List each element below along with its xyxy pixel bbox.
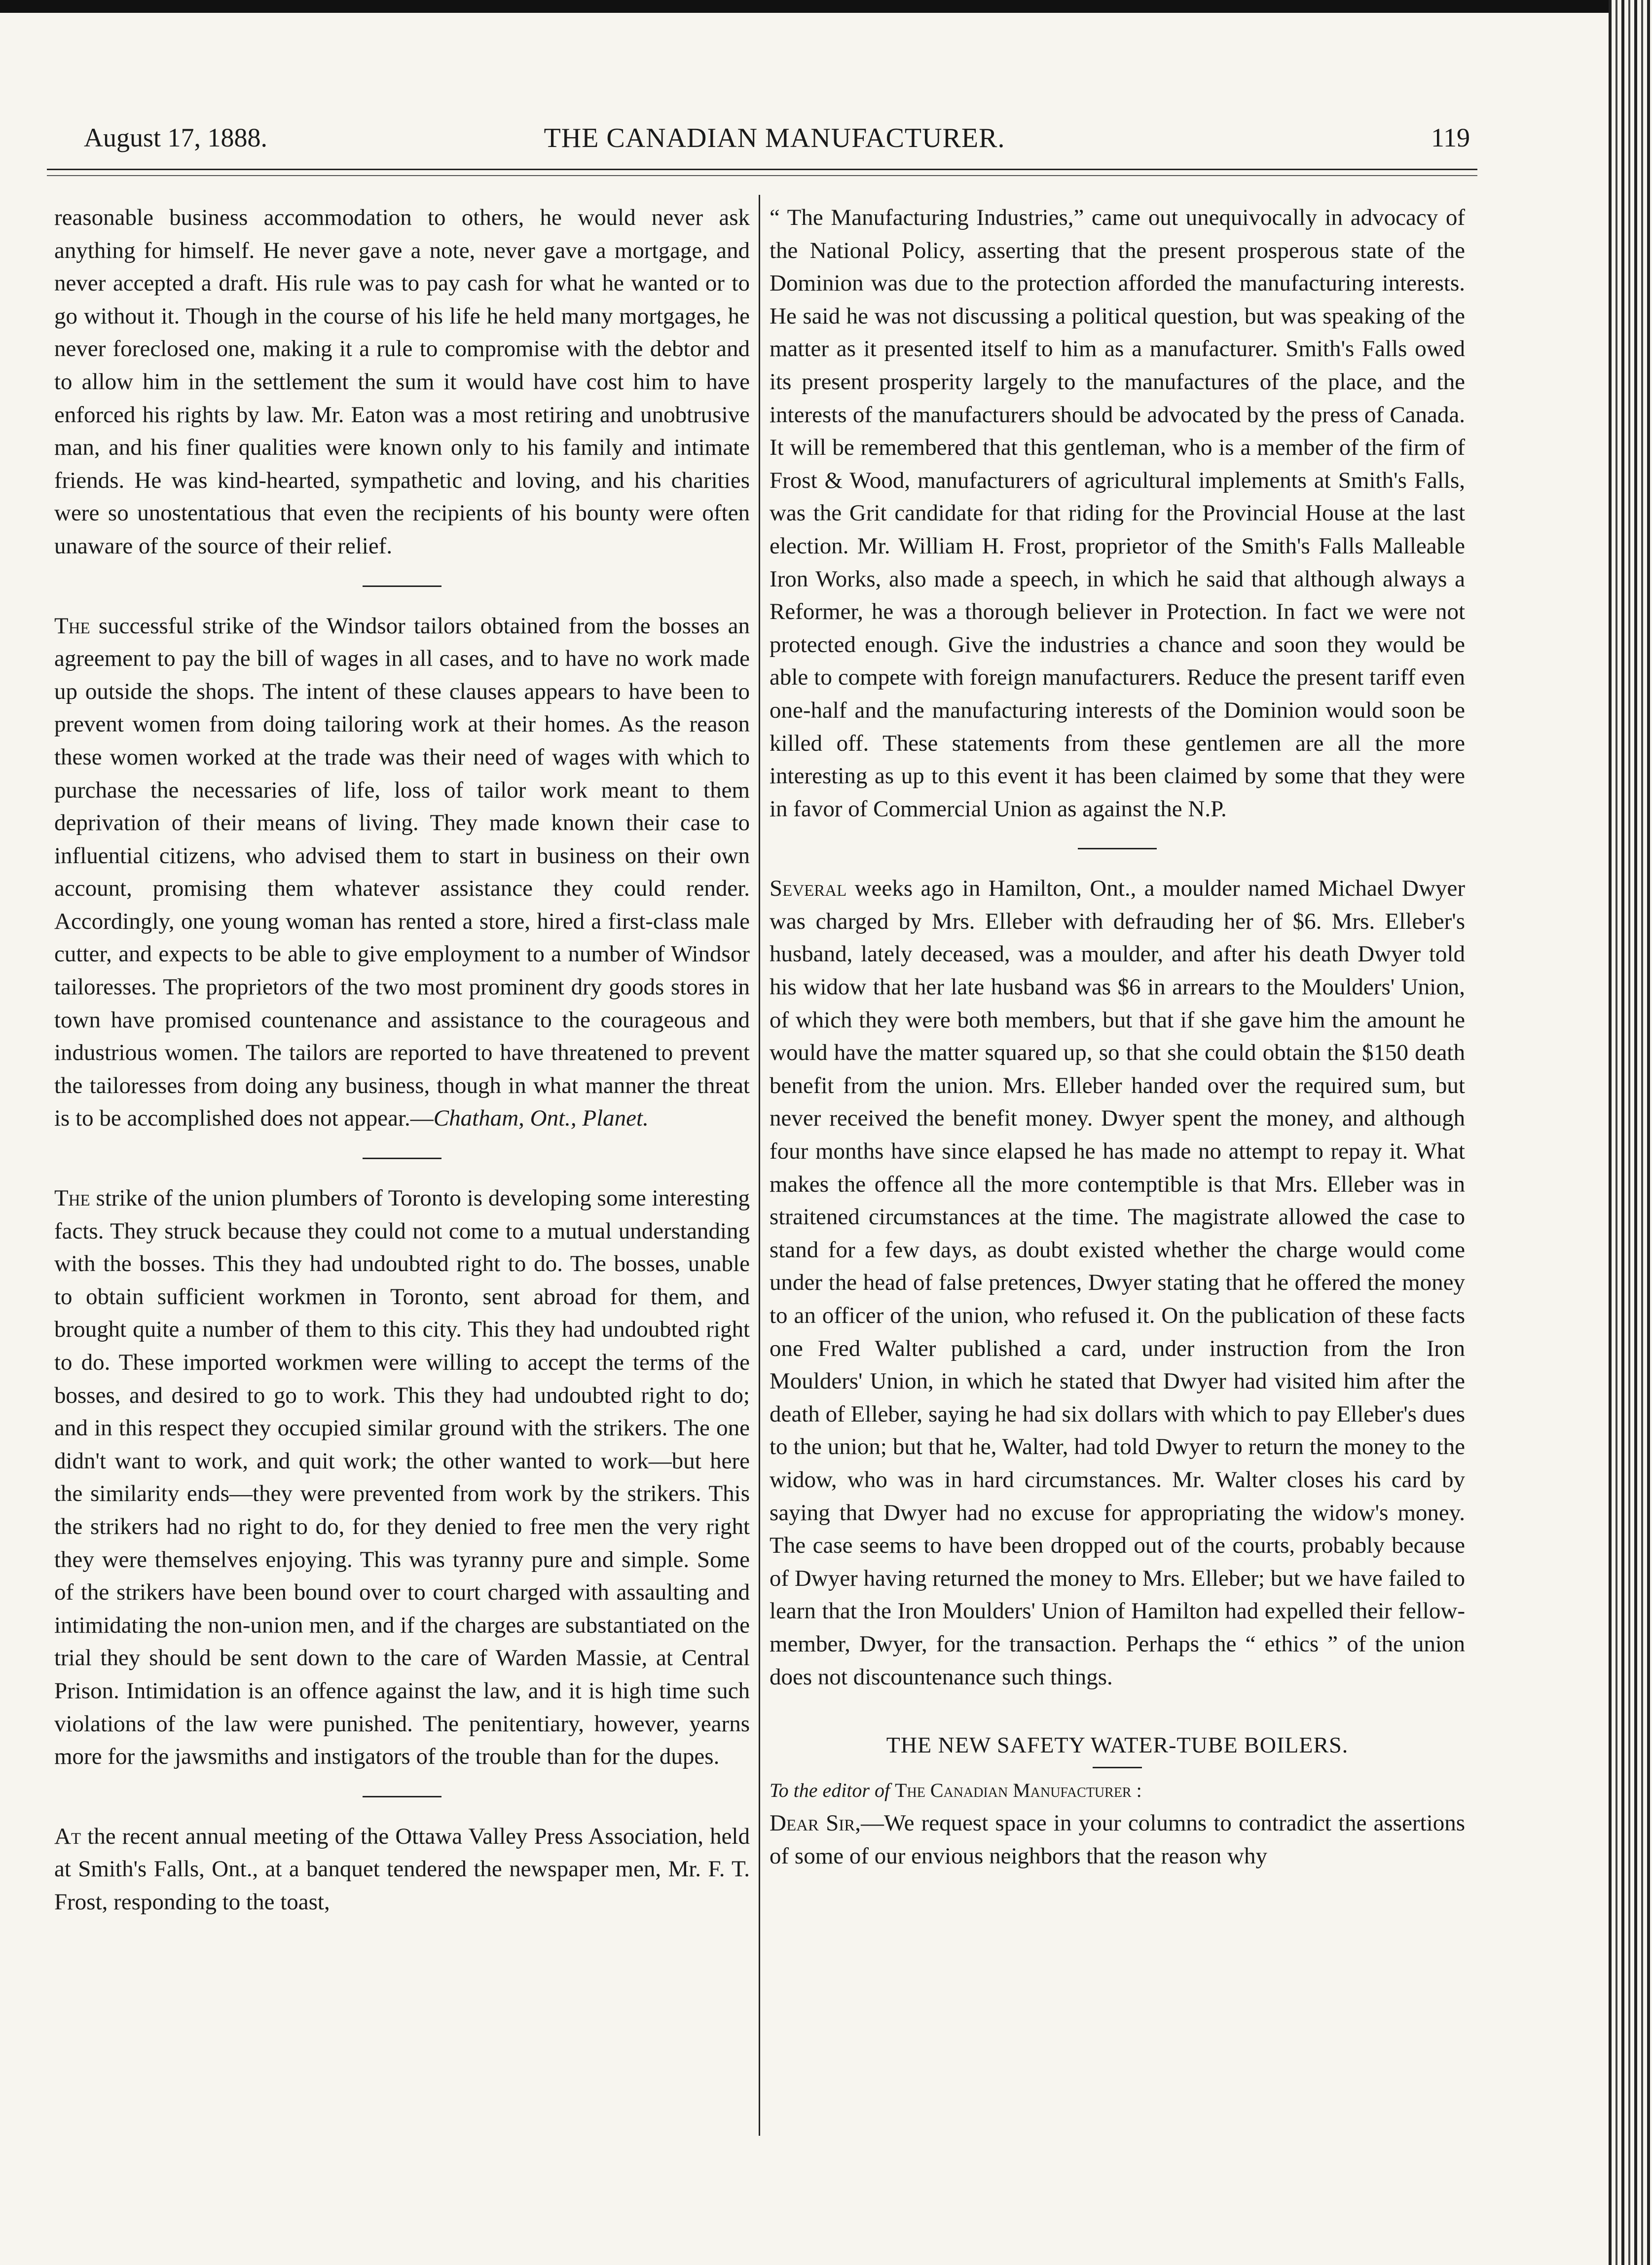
paragraph-text: strike of the union plumbers of Toronto is developing some interesting facts. They struck because they could not come to a mutual understanding with the bosses. This they had undoubted right to do. The bosses, unable to obtain sufficient workmen in Toronto, sent abroad for them, and brought quite a number of them to this city. This they had undoubted right to do. These imported workmen were willing to accept the terms of the bosses, and desired to go to work. This they had undoubted right to do; and in this respect they occupied similar ground with the strikers. The one didn't want to work, and quit work; the other wanted to work—but here the similarity ends—they were prevented from work by the strikers. This the strikers had no right to do, for they denied to free men the very right they were themselves enjoying. This was tyranny pure and simple. Some of the strikers have been bound over to court charged with assaulting and intimidating the non-union men, and if the charges are substantiated on the trial they should be sent down to the care of Warden Massie, at Central Prison. Intimidation is an offence against the law, and it is high time such violations of the law were punished. The penitentiary, however, yearns more for the jawsmiths and instigators of the trouble than for the dupes.	[54, 1185, 750, 1770]
lead-word: Several	[770, 876, 847, 902]
publication-title: THE CANADIAN MANUFACTURER.	[544, 123, 1005, 153]
section-rule	[363, 585, 441, 587]
column-divider	[759, 195, 760, 2136]
windsor-tailors-paragraph	[54, 610, 750, 1135]
lead-word: At	[54, 1823, 81, 1849]
editor-address	[770, 1774, 1465, 1807]
right-column	[770, 201, 1465, 1873]
page-top-border	[0, 0, 1652, 13]
header-rule	[47, 169, 1477, 176]
editor-publication: The Canadian Manufacturer	[895, 1779, 1132, 1801]
binding-edge	[1609, 0, 1652, 2265]
issue-date: August 17, 1888.	[84, 123, 268, 152]
heading-rule	[1093, 1767, 1142, 1768]
frost-speech-paragraph: “ The Manufacturing Industries,” came out unequivocally in advocacy of the National Policy, asserting that the present prosperous state of the Dominion was due to the protection afforded the manufacturing interests. He said he was not discussing a political question, but was speaking of the matter as it presented itself to him as a manufacturer. Smith's Falls owed its present prosperity largely to the manufactures of the place, and the interests of the manufacturers should be advocated by the press of Canada. It will be remembered that this gentleman, who is a member of the firm of Frost & Wood, manufacturers of agricultural implements at Smith's Falls, was the Grit candidate for that riding for the Provincial House at the last election. Mr. William H. Frost, proprietor of the Smith's Falls Malleable Iron Works, also made a speech, in which he said that although always a Reformer, he was a thorough believer in Protection. In fact we were not protected enough. Give the industries a chance and soon they would be able to compete with foreign manufacturers. Reduce the present tariff even one-half and the manufacturing interests of the Dominion would soon be killed off. These statements from these gentlemen are all the more interesting as up to this event it has been claimed by some that they were in favor of Commercial Union as against the N.P.	[770, 205, 1465, 822]
source-credit: Chatham, Ont., Planet.	[433, 1105, 649, 1132]
page-number: 119	[1431, 123, 1470, 152]
paragraph-text: successful strike of the Windsor tailors obtained from the bosses an agreement to pay the bill of wages in all cases, and to have no work made up outside the shops. The intent of these clauses appears to have been to prevent women from doing tailoring work at their homes. As the reason these women worked at the trade was their need of wages with which to purchase the necessaries of life, loss of tailor work meant to them deprivation of their means of living. They made known their case to influential citizens, who advised them to start in business on their own account, promising them whatever assistance they could render. Accordingly, one young woman has rented a store, hired a first-class male cutter, and expects to be able to give employment to a number of Windsor tailoresses. The proprietors of the two most prominent dry goods stores in town have promised countenance and assistance to the courageous and industrious women. The tailors are reported to have threatened to prevent the tailoresses from doing any business, though in what manner the threat is to be accomplished does not appear.—	[54, 613, 750, 1132]
lead-word: The	[54, 613, 90, 639]
lead-word: The	[54, 1185, 90, 1211]
section-rule	[363, 1158, 441, 1159]
editor-suffix: :	[1131, 1779, 1142, 1801]
dwyer-paragraph	[770, 872, 1465, 1693]
letter-text: —We request space in your columns to contradict the assertions of some of our envious neighbors that the reason why	[770, 1810, 1465, 1869]
paragraph-text: weeks ago in Hamilton, Ont., a moulder named Michael Dwyer was charged by Mrs. Elleber with defrauding her of $6. Mrs. Elleber's husband, lately deceased, was a moulder, and after his death Dwyer told his widow that her late husband was $6 in arrears to the Moulders' Union, of which they were both members, but that if she gave him the amount he would have the matter squared up, so that she could obtain the $150 death benefit from the union. Mrs. Elleber handed over the required sum, but never received the benefit money. Dwyer spent the money, and although four months have since elapsed he has made no attempt to repay it. What makes the offence all the more contemptible is that Mrs. Elleber was in straitened circumstances at the time. The magistrate allowed the case to stand for a few days, as doubt existed whether the charge would come under the head of false pretences, Dwyer stating that he offered the money to an officer of the union, who refused it. On the publication of these facts one Fred Walter published a card, under instruction from the Iron Moulders' Union, in which he stated that Dwyer had visited him after the death of Elleber, saying he had six dollars with which to pay Elleber's dues to the union; but that he, Walter, had told Dwyer to return the money to the widow, who was in hard circumstances. Mr. Walter closes his card by saying that Dwyer had no excuse for appropriating the widow's money. The case seems to have been dropped out of the courts, probably because of Dwyer having returned the money to Mrs. Elleber; but we have failed to learn that the Iron Moulders' Union of Hamilton had expelled their fellow-member, Dwyer, for the transaction. Perhaps the “ ethics ” of the union does not discountenance such things.	[770, 876, 1465, 1690]
salutation: Dear Sir,	[770, 1810, 861, 1836]
paragraph-text: the recent annual meeting of the Ottawa Valley Press Association, held at Smith's Falls, Ont., at a banquet tendered the newspaper men, Mr. F. T. Frost, responding to the toast,	[54, 1823, 750, 1915]
eaton-paragraph: reasonable business accommodation to others, he would never ask anything for himself. He never gave a note, never gave a mortgage, and never accepted a draft. His rule was to pay cash for what he wanted or to go without it. Though in the course of his life he held many mortgages, he never foreclosed one, making it a rule to compromise with the debtor and to allow him in the settlement the sum it would have cost him to have enforced his rights by law. Mr. Eaton was a most retiring and unobtrusive man, and his finer qualities were known only to his family and intimate friends. He was kind-hearted, sympathetic and loving, and his charities were so unostentatious that even the recipients of his bounty were often unaware of the source of their relief.	[54, 205, 750, 559]
toronto-plumbers-paragraph	[54, 1182, 750, 1773]
left-column	[54, 201, 750, 1919]
editor-prefix: To the editor of	[770, 1779, 890, 1801]
ottawa-press-paragraph	[54, 1820, 750, 1919]
page-header	[74, 122, 1475, 162]
article-heading: THE NEW SAFETY WATER-TUBE BOILERS.	[886, 1732, 1349, 1758]
section-rule	[1078, 848, 1157, 849]
letter-opening	[770, 1807, 1465, 1872]
section-rule	[363, 1796, 441, 1797]
